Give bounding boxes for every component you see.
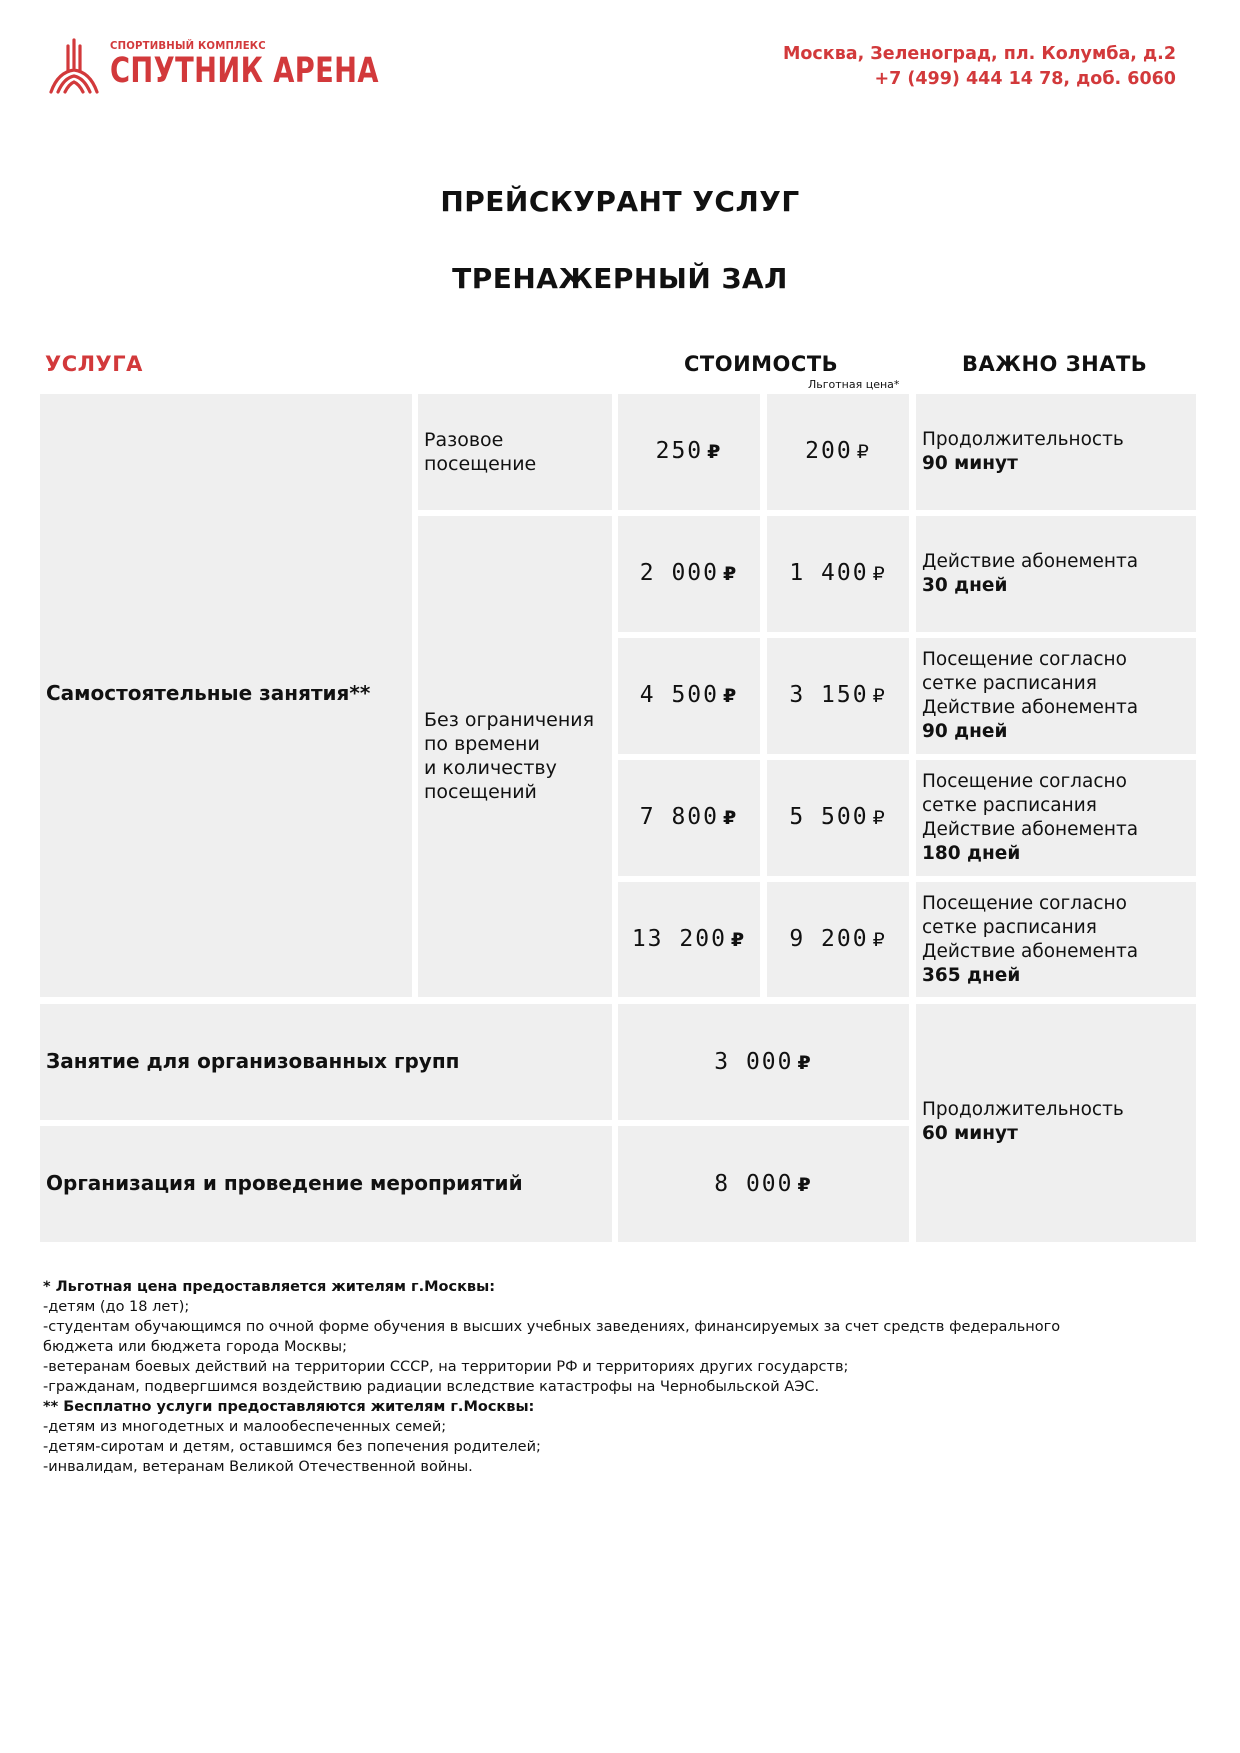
price-cell bbox=[618, 882, 760, 997]
page-subtitle: ТРЕНАЖЕРНЫЙ ЗАЛ bbox=[452, 262, 788, 295]
service-label-events: Организация и проведение мероприятий bbox=[46, 1171, 523, 1195]
footnote-line: -инвалидам, ветеранам Великой Отечественной войны. bbox=[43, 1459, 473, 1475]
price-value: 250 ₽ bbox=[655, 438, 723, 464]
discount-price-value: 200 ₽ bbox=[805, 438, 871, 464]
footnote-line: -детям из многодетных и малообеспеченных семей; bbox=[43, 1419, 447, 1435]
info-text: Посещение согласно сетке расписания Действие абонемента 90 дней bbox=[922, 649, 1139, 742]
contacts-block bbox=[783, 42, 1176, 92]
footnote-line: -студентам обучающимся по очной форме обучения в высших учебных заведениях, финансируемых за счет средств федерального bbox=[43, 1319, 1061, 1335]
discount-price-cell bbox=[767, 638, 909, 754]
service-label-self-training: Самостоятельные занятия** bbox=[46, 681, 371, 705]
service-cell-events bbox=[40, 1126, 612, 1242]
footnote-line: -детям-сиротам и детям, оставшимся без попечения родителей; bbox=[43, 1439, 541, 1455]
page-title: ПРЕЙСКУРАНТ УСЛУГ bbox=[440, 185, 800, 218]
info-cell-groups bbox=[916, 1004, 1196, 1242]
discount-price-value: 3 150 ₽ bbox=[789, 682, 887, 708]
price-cell bbox=[618, 1004, 909, 1120]
footnote-line: * Льготная цена предоставляется жителям г.Москвы: bbox=[43, 1279, 496, 1295]
price-cell bbox=[618, 760, 760, 876]
discount-price-cell bbox=[767, 760, 909, 876]
price-cell bbox=[618, 394, 760, 510]
brand-logo bbox=[48, 38, 379, 98]
info-cell bbox=[916, 760, 1196, 876]
info-text: Посещение согласно сетке расписания Действие абонемента 180 дней bbox=[922, 771, 1139, 864]
footnotes bbox=[43, 1277, 1213, 1477]
info-text: Посещение согласно сетке расписания Действие абонемента 365 дней bbox=[922, 893, 1139, 986]
price-value: 2 000 ₽ bbox=[639, 560, 739, 586]
address-text: Москва, Зеленоград, пл. Колумба, д.2 bbox=[783, 44, 1176, 64]
price-value: 8 000 ₽ bbox=[714, 1171, 813, 1197]
brand-name: СПУТНИК АРЕНА bbox=[110, 51, 379, 91]
column-header-price-note: Льготная цена* bbox=[808, 378, 900, 391]
type-label-unlimited: Без ограничения по времени и количеству посещений bbox=[424, 709, 595, 803]
discount-price-value: 9 200 ₽ bbox=[789, 926, 887, 952]
discount-price-cell bbox=[767, 394, 909, 510]
type-cell-unlimited bbox=[418, 516, 612, 997]
discount-price-value: 5 500 ₽ bbox=[789, 804, 887, 830]
discount-price-cell bbox=[767, 516, 909, 632]
column-header-service: УСЛУГА bbox=[45, 352, 143, 376]
price-value: 13 200 ₽ bbox=[631, 926, 747, 952]
discount-price-value: 1 400 ₽ bbox=[789, 560, 887, 586]
info-text: Продолжительность 60 минут bbox=[922, 1099, 1124, 1144]
type-label-single: Разовое посещение bbox=[424, 429, 537, 475]
footnote-line: -гражданам, подвергшимся воздействию радиации вследствие катастрофы на Чернобыльской АЭС. bbox=[43, 1379, 820, 1395]
info-cell bbox=[916, 638, 1196, 754]
price-value: 3 000 ₽ bbox=[714, 1049, 813, 1075]
price-cell bbox=[618, 1126, 909, 1242]
info-cell bbox=[916, 882, 1196, 997]
type-cell-single bbox=[418, 394, 612, 510]
footnote-line: -ветеранам боевых действий на территории СССР, на территории РФ и территориях других государств; bbox=[43, 1359, 849, 1375]
info-text: Продолжительность 90 минут bbox=[922, 429, 1124, 474]
info-text: Действие абонемента 30 дней bbox=[922, 551, 1139, 596]
info-cell bbox=[916, 394, 1196, 510]
service-cell-self-training bbox=[40, 394, 412, 997]
phone-text: +7 (499) 444 14 78, доб. 6060 bbox=[874, 69, 1176, 89]
discount-price-cell bbox=[767, 882, 909, 997]
price-value: 7 800 ₽ bbox=[639, 804, 739, 830]
info-cell bbox=[916, 516, 1196, 632]
column-header-price: СТОИМОСТЬ bbox=[684, 352, 839, 376]
column-header-info: ВАЖНО ЗНАТЬ bbox=[962, 352, 1148, 376]
footnote-line: бюджета или бюджета города Москвы; bbox=[43, 1339, 347, 1355]
price-cell bbox=[618, 516, 760, 632]
service-label-organized-groups: Занятие для организованных групп bbox=[46, 1049, 460, 1073]
footnote-line: ** Бесплатно услуги предоставляются жителям г.Москвы: bbox=[43, 1399, 535, 1415]
price-value: 4 500 ₽ bbox=[639, 682, 739, 708]
brand-tagline: СПОРТИВНЫЙ КОМПЛЕКС bbox=[110, 39, 266, 52]
price-cell bbox=[618, 638, 760, 754]
footnote-line: -детям (до 18 лет); bbox=[43, 1299, 190, 1315]
sputnik-arena-logo-icon bbox=[48, 38, 100, 94]
service-cell-organized-groups bbox=[40, 1004, 612, 1120]
